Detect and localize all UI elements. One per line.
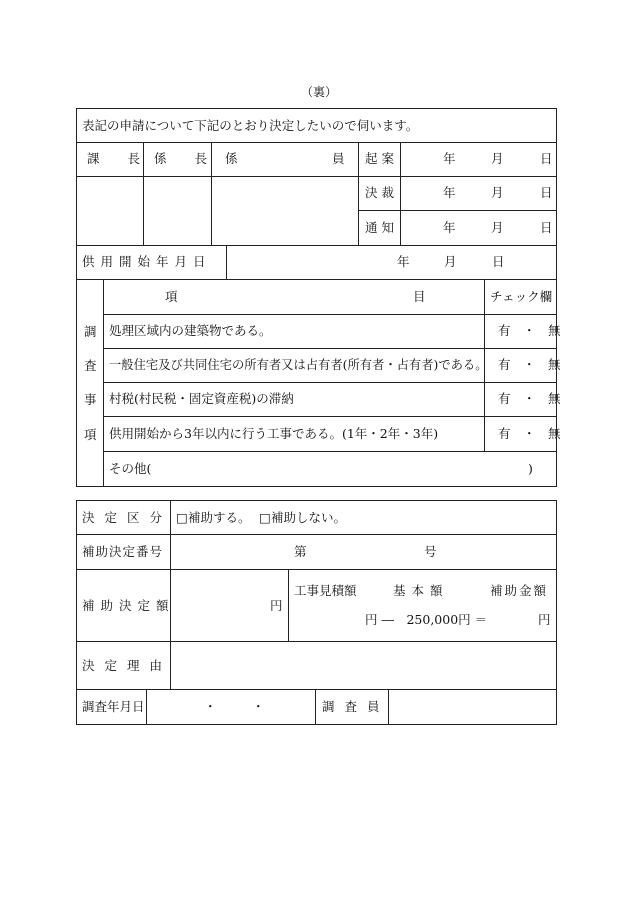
- number-dai: 第: [294, 544, 307, 559]
- kakari-header-right: 員: [332, 151, 345, 166]
- kian-nen: 年: [443, 151, 456, 166]
- survey-date-label: 調査年月日: [82, 699, 145, 714]
- no-hojo-option-label: 補助しない。: [271, 510, 347, 525]
- kian-hi: 日: [540, 151, 553, 166]
- survey-label-1: 調: [84, 324, 97, 339]
- item-header-right: 目: [413, 289, 426, 304]
- kessai-hi: 日: [540, 185, 553, 200]
- survey-label-2: 査: [84, 358, 97, 373]
- base-label: 基本額: [393, 583, 449, 598]
- page-label: （裏）: [301, 85, 338, 99]
- survey-label-4: 項: [84, 427, 97, 442]
- kakaricho-header: 係 長: [154, 151, 209, 166]
- tsuchi-label: 通知: [365, 220, 399, 235]
- tsuchi-tsuki: 月: [491, 220, 504, 235]
- item-row-text: 供用開始から3年以内に行う工事である。(1年・2年・3年): [109, 426, 439, 441]
- hojo-option-label: 補助する。: [188, 510, 251, 525]
- subsidy-label: 補助金額: [490, 583, 549, 598]
- number-label: 補助決定番号: [82, 544, 164, 559]
- kakari-header-left: 係: [225, 151, 238, 166]
- estimate-label: 工事見積額: [294, 583, 357, 598]
- reason-label: 決定理由: [82, 658, 173, 673]
- kessai-label: 決裁: [365, 185, 399, 200]
- item-row-text: 処理区域内の建築物である。: [109, 323, 272, 338]
- kian-tsuki: 月: [491, 151, 504, 166]
- kessai-nen: 年: [443, 185, 456, 200]
- approval-intro: 表記の申請について下記のとおり決定したいので伺います。: [82, 118, 419, 133]
- kubun-label: 決定区分: [82, 510, 173, 525]
- item-row-text: 一般住宅及び共同住宅の所有者又は占有者(所有者・占有者)である。: [109, 358, 488, 372]
- item-header-left: 項: [165, 289, 178, 304]
- item-row-check[interactable]: 有 ・ 無: [498, 357, 561, 372]
- kyoyo-tsuki: 月: [444, 254, 457, 269]
- item-row-text: 村税(村民税・固定資産税)の滞納: [109, 391, 294, 406]
- hojo-checkbox[interactable]: □: [176, 510, 188, 525]
- kessai-tsuki: 月: [491, 185, 504, 200]
- tsuchi-nen: 年: [443, 220, 456, 235]
- subsidy-yen: 円: [538, 612, 551, 627]
- kacho-header: 課 長: [87, 151, 142, 166]
- survey-date-dot-1: ・: [204, 699, 217, 714]
- kian-label: 起案: [365, 151, 399, 166]
- no-hojo-checkbox[interactable]: □: [259, 510, 271, 525]
- item-row-check[interactable]: 有 ・ 無: [498, 426, 561, 441]
- formula: 円 ― 250,000円 ＝: [365, 612, 488, 627]
- surveyor-label: 調査員: [322, 699, 390, 714]
- kyoyo-hi: 日: [492, 254, 505, 269]
- amount-label: 補助決定額: [82, 598, 175, 613]
- item-row-check[interactable]: 有 ・ 無: [498, 323, 561, 338]
- kyoyo-label: 供用開始年月日: [82, 254, 212, 269]
- check-header: チェック欄: [490, 289, 553, 304]
- other-label: その他(: [109, 461, 152, 476]
- number-go: 号: [424, 544, 437, 559]
- amount-yen: 円: [270, 598, 283, 613]
- kyoyo-nen: 年: [397, 254, 410, 269]
- item-row-check[interactable]: 有 ・ 無: [498, 391, 561, 406]
- survey-label-3: 事: [84, 392, 97, 407]
- other-close: ): [528, 461, 533, 476]
- tsuchi-hi: 日: [540, 220, 553, 235]
- survey-date-dot-2: ・: [252, 699, 265, 714]
